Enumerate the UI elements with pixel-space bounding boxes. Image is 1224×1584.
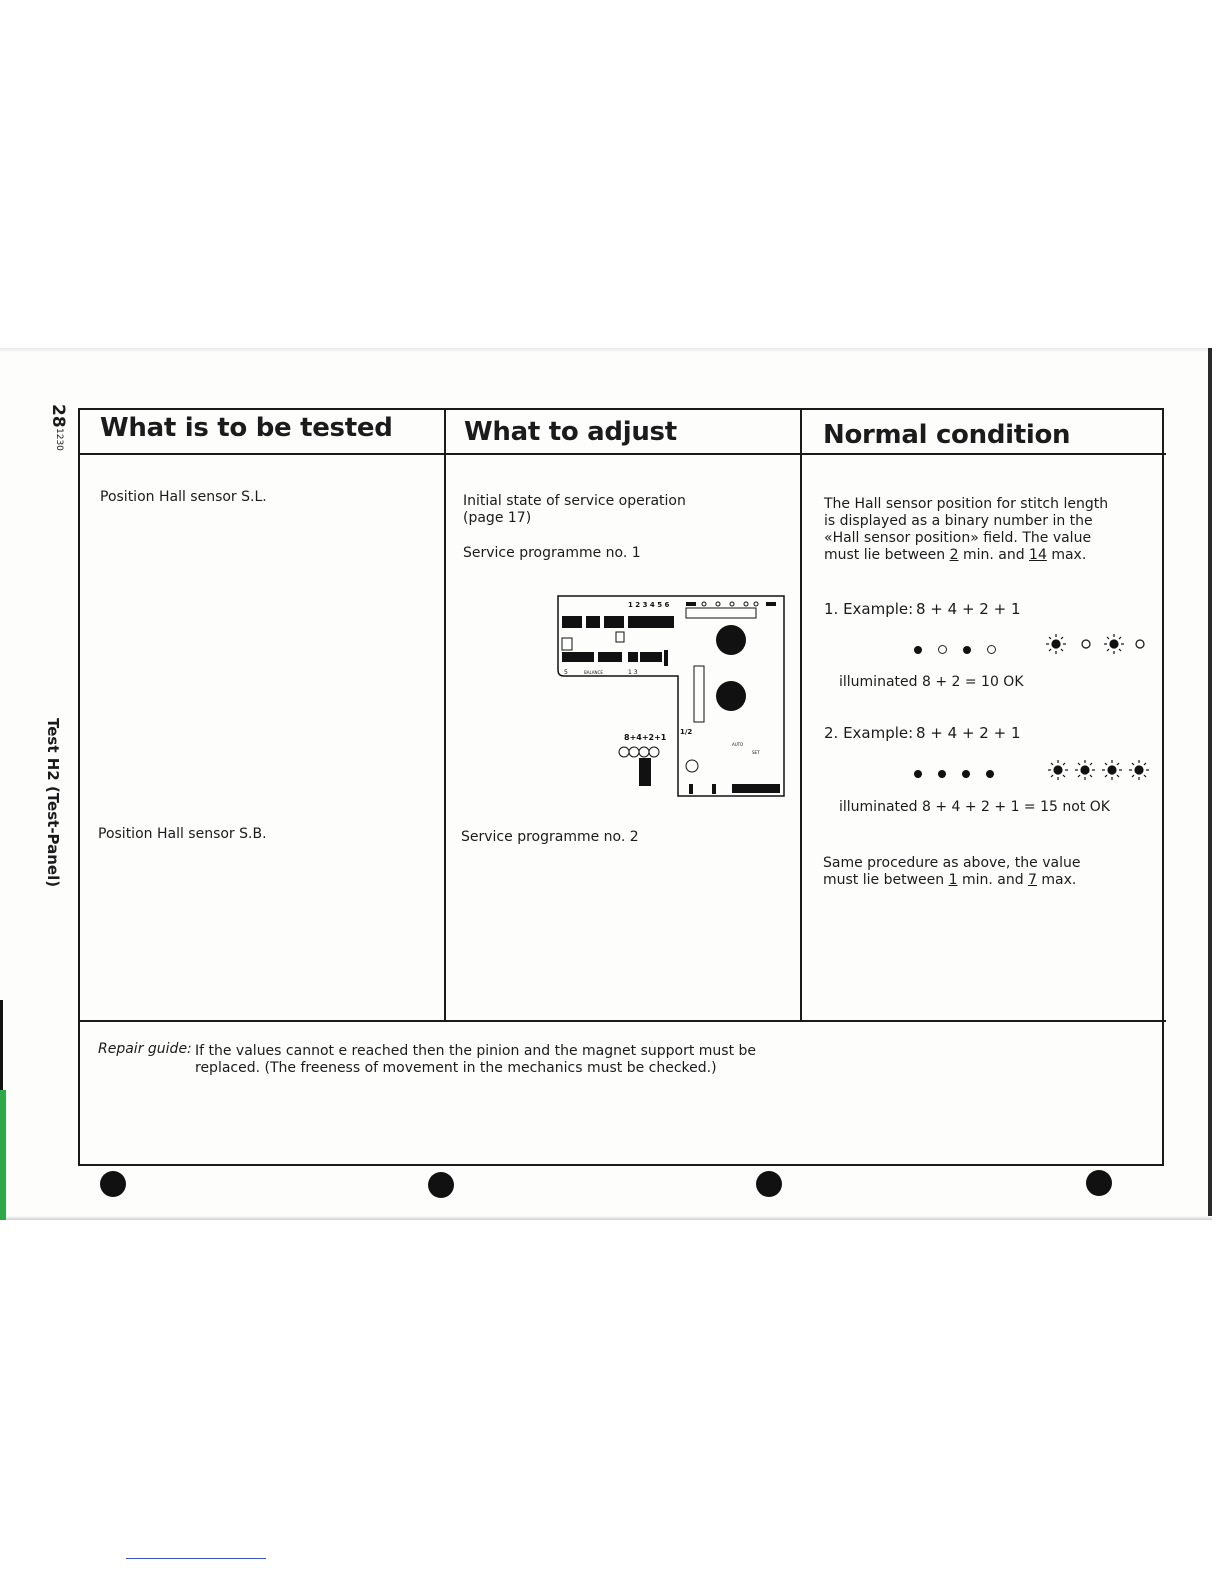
adjust-program-2: Service programme no. 2 (461, 829, 639, 845)
adjust-program-1: Service programme no. 1 (463, 545, 641, 561)
panel-digits: 1 2 3 4 5 6 (628, 601, 670, 609)
example-2-formula: 8 + 4 + 2 + 1 (916, 724, 1021, 742)
normal-text-line: Same procedure as above, the value (823, 855, 1081, 871)
led-lit-icon (1102, 760, 1122, 780)
led-on-icon (962, 770, 970, 778)
panel-label-5: 5 (564, 669, 568, 676)
repair-guide-line: If the values cannot e reached then the pinion and the magnet support must be (195, 1043, 757, 1059)
example-2-label: 2. Example: (824, 724, 914, 742)
normal-text-line: The Hall sensor position for stitch length (824, 496, 1109, 512)
punch-hole-icon (1086, 1170, 1112, 1196)
led-off-icon (1136, 640, 1144, 648)
example-2-result: illuminated 8 + 4 + 2 + 1 = 15 not OK (839, 799, 1110, 815)
led-off-icon (1082, 640, 1090, 648)
led-lit-icon (1129, 760, 1149, 780)
max-value: 14 (1029, 547, 1047, 563)
normal-text-line: «Hall sensor position» field. The value (824, 530, 1092, 546)
repair-guide-line: replaced. (The freeness of movement in the mechanics must be checked.) (195, 1060, 717, 1076)
led-on-icon (938, 770, 946, 778)
tested-item-sb: Position Hall sensor S.B. (98, 826, 267, 842)
led-on-icon (986, 770, 994, 778)
led-lit-icon (1104, 634, 1124, 654)
adjust-initial-state: Initial state of service operation (463, 493, 686, 509)
page-number: 28 (48, 404, 68, 428)
sheet-edge (1208, 348, 1212, 1220)
header-divider (80, 453, 1166, 455)
normal-text-line: is displayed as a binary number in the (824, 513, 1093, 529)
example-1-leds (906, 639, 1004, 658)
header-tested: What is to be tested (100, 413, 393, 443)
example-2-leds (906, 763, 1002, 782)
footer-rule (126, 1558, 266, 1559)
led-lit-icon (1048, 760, 1068, 780)
header-normal: Normal condition (823, 420, 1071, 450)
page-number-block (22, 404, 68, 464)
panel-half-label: 1/2 (680, 728, 693, 736)
connector-block (639, 758, 651, 786)
header-adjust: What to adjust (464, 417, 677, 447)
example-1-label: 1. Example: (824, 600, 914, 618)
column-divider (800, 410, 802, 1022)
tested-item-sl: Position Hall sensor S.L. (100, 489, 267, 505)
sheet-edge (0, 348, 1212, 352)
panel-label-auto: AUTO (732, 742, 744, 747)
binder-tab (0, 1090, 6, 1220)
example-1-result: illuminated 8 + 2 = 10 OK (839, 674, 1024, 690)
min-value: 1 (948, 872, 958, 888)
normal-range-line: must lie between 1 min. and 7 max. (823, 872, 1077, 888)
max-value: 7 (1028, 872, 1037, 888)
example-2-illuminated-leds (1046, 758, 1156, 782)
panel-label-13: 1 3 (628, 669, 638, 676)
panel-label-set: SET (752, 750, 760, 755)
repair-divider (80, 1020, 1166, 1022)
min-value: 2 (949, 547, 959, 563)
example-1-illuminated-leds (1044, 633, 1154, 655)
column-divider (444, 410, 446, 1022)
example-1-formula: 8 + 4 + 2 + 1 (916, 600, 1021, 618)
normal-range-line: must lie between 2 min. and 14 max. (824, 547, 1087, 563)
side-title: Test H2 (Test-Panel) (44, 718, 62, 888)
led-off-icon (987, 645, 996, 654)
led-lit-icon (1075, 760, 1095, 780)
sheet-edge (0, 1216, 1212, 1220)
punch-hole-icon (428, 1172, 454, 1198)
led-on-icon (963, 646, 971, 654)
test-panel-diagram (556, 594, 788, 802)
page-code: 1230 (54, 428, 64, 451)
panel-label-balance: BALANCE (584, 670, 603, 675)
led-lit-icon (1046, 634, 1066, 654)
panel-code-label: 8+4+2+1 (624, 733, 667, 742)
led-on-icon (914, 770, 922, 778)
punch-hole-icon (756, 1171, 782, 1197)
punch-hole-icon (100, 1171, 126, 1197)
test-table (78, 408, 1164, 1166)
led-on-icon (914, 646, 922, 654)
led-off-icon (938, 645, 947, 654)
repair-guide-label: Repair guide: (98, 1041, 192, 1057)
adjust-page-ref: (page 17) (463, 510, 532, 526)
